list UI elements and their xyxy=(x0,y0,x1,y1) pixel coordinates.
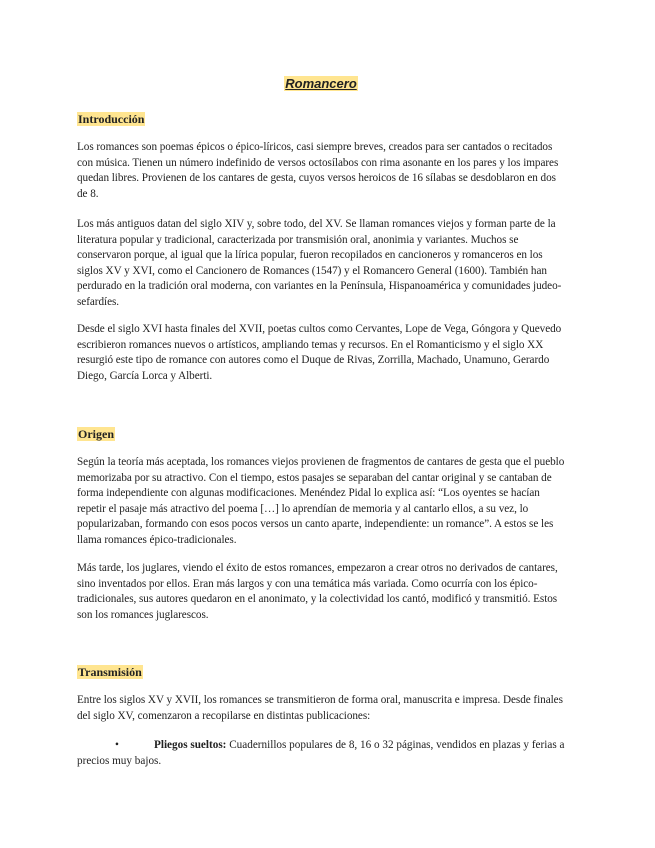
bullet-term: Pliegos sueltos: xyxy=(154,739,227,751)
paragraph: Desde el siglo XVI hasta finales del XVII, poetas cultos como Cervantes, Lope de Vega, Góngora y Quevedo escribieron romances nuevos o artísticos, ampliando temas y recursos. En el Romanticismo y el siglo XX resurgió este tipo de romance con autores como el Duque de Rivas, Zorrilla, Machado, Unamuno, Gerardo Diego, García Lorca y Alberti. xyxy=(77,323,562,382)
paragraph: Según la teoría más aceptada, los romances viejos provienen de fragmentos de cantares de gesta que el pueblo memorizaba por su atractivo. Con el tiempo, estos pasajes se separaban del cantar original y se cantaban de forma independiente con algunas modificaciones. Menéndez Pidal lo explica así: “Los oyentes se hacían repetir el pasaje más atractivo del poema […] lo aprendían de memoria y al cantarlo ellos, a su vez, lo popularizaban, formando con esos pocos versos un canto aparte, independiente: un romance”. A estos se les llama romances épico-tradicionales. xyxy=(77,456,565,546)
section-heading-origen: Origen xyxy=(78,427,114,441)
page-title-text: Romancero xyxy=(285,76,357,91)
paragraph: Más tarde, los juglares, viendo el éxito de estos romances, empezaron a crear otros no derivados de cantares, sino inventados por ellos. Eran más largos y con una temática más variada. Como ocurría con los épico-tradicionales, sus autores quedaron en el anonimato, y la colectividad los cantó, modificó y transmitió. Estos son los romances juglarescos. xyxy=(77,562,558,621)
paragraph: Los romances son poemas épicos o épico-líricos, casi siempre breves, creados para ser cantados o recitados con música. Tienen un número indefinido de versos octosílabos con rima asonante en los pares y los impares quedan libres. Provienen de los cantares de gesta, cuyos versos heroicos de 16 sílabas se desdoblaron en dos de 8. xyxy=(77,141,559,200)
paragraph: Los más antiguos datan del siglo XIV y, sobre todo, del XV. Se llaman romances viejos y forman parte de la literatura popular y tradicional, caracterizada por transmisión oral, anonimia y variantes. Muchos se conservaron porque, al igual que la lírica popular, fueron recopilados en cancioneros y romanceros en los siglos XV y XVI, como el Cancionero de Romances (1547) y el Romancero General (1600). También han perdurado en la tradición oral moderna, con variantes en la Península, Hispanoamérica y comunidades judeo-sefardíes. xyxy=(77,218,562,308)
paragraph: Entre los siglos XV y XVII, los romances se transmitieron de forma oral, manuscrita e impresa. Desde finales del siglo XV, comenzaron a recopilarse en distintas publicaciones: xyxy=(77,694,563,722)
page-title xyxy=(77,76,565,91)
bullet-marker: • xyxy=(115,739,119,751)
section-heading-transmision: Transmisión xyxy=(78,665,142,679)
section-heading-introduccion: Introducción xyxy=(78,112,145,126)
bullet-text: Cuadernillos populares de 8, 16 o 32 páginas, vendidos en plazas y ferias a precios muy bajos. xyxy=(77,739,565,767)
list-item xyxy=(77,738,565,769)
